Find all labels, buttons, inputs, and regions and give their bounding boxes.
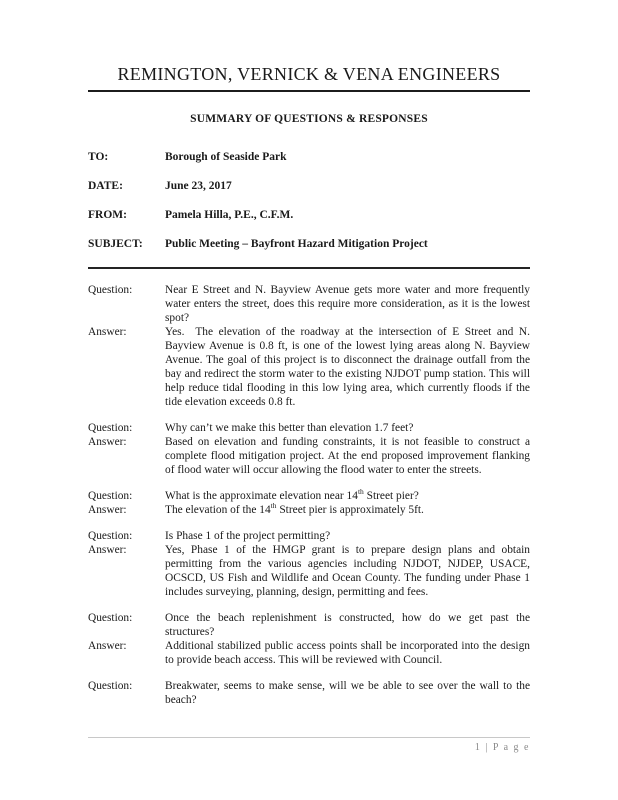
answer-row bbox=[88, 639, 530, 667]
question-row bbox=[88, 611, 530, 639]
answer-text: The elevation of the 14th Street pier is approximately 5ft. bbox=[165, 501, 424, 516]
question-row bbox=[88, 421, 530, 435]
question-text: Why can’t we make this better than elevation 1.7 feet? bbox=[165, 422, 414, 434]
memo-label-date: DATE: bbox=[88, 180, 123, 192]
answer-text: Yes. The elevation of the roadway at the intersection of E Street and N. Bayview Avenue is 0.8 ft, is one of the lowest lying areas along N. Bayview Avenue. The goal of this project is to disconnect the drainage outfall from the bay and redirect the storm water to the existing NJDOT pump station. This will help reduce tidal flooding in this low lying area, which currently floods if the tide elevation exceeds 0.8 ft. bbox=[165, 326, 530, 408]
page-number: 1 | P a g e bbox=[474, 742, 530, 753]
question-label: Question: bbox=[88, 680, 133, 692]
qa-group-2 bbox=[88, 421, 530, 477]
qa-group-1 bbox=[88, 283, 530, 409]
memo-value-from: Pamela Hilla, P.E., C.F.M. bbox=[165, 209, 294, 221]
question-label: Question: bbox=[88, 612, 133, 624]
question-label: Question: bbox=[88, 530, 133, 542]
answer-row bbox=[88, 435, 530, 477]
memo-row-from bbox=[88, 209, 530, 222]
qa-group-6 bbox=[88, 679, 530, 707]
qa-section bbox=[88, 283, 530, 707]
question-text: What is the approximate elevation near 14th Street pier? bbox=[165, 487, 419, 502]
memo-label-subject: SUBJECT: bbox=[88, 238, 143, 250]
company-header bbox=[88, 64, 530, 92]
question-label: Question: bbox=[88, 284, 133, 296]
memo-block bbox=[88, 151, 530, 251]
memo-label-from: FROM: bbox=[88, 209, 127, 221]
answer-text: Based on elevation and funding constraints, it is not feasible to construct a complete flood mitigation project. At the end proposed improvement flanking of flood water will occur allowing the flood water to enter the streets. bbox=[165, 436, 530, 476]
ordinal-superscript: th bbox=[270, 501, 277, 511]
memo-row-to bbox=[88, 151, 530, 164]
question-label: Question: bbox=[88, 422, 133, 434]
memo-row-date bbox=[88, 180, 530, 193]
document-title: SUMMARY OF QUESTIONS & RESPONSES bbox=[190, 113, 428, 125]
memo-row-subject bbox=[88, 238, 530, 251]
document-content bbox=[88, 0, 530, 719]
page-footer bbox=[88, 742, 530, 753]
qa-group-5 bbox=[88, 611, 530, 667]
question-text: Near E Street and N. Bayview Avenue gets more water and more frequently water enters the street, does this require more consideration, as it is the lowest spot? bbox=[165, 284, 530, 324]
answer-label: Answer: bbox=[88, 640, 127, 652]
memo-value-date: June 23, 2017 bbox=[165, 180, 232, 192]
question-row bbox=[88, 489, 530, 503]
answer-label: Answer: bbox=[88, 326, 127, 338]
footer-rule bbox=[88, 737, 530, 738]
company-name: REMINGTON, VERNICK & VENA ENGINEERS bbox=[117, 64, 501, 84]
answer-label: Answer: bbox=[88, 504, 127, 516]
answer-text: Yes, Phase 1 of the HMGP grant is to prepare design plans and obtain permitting from the various agencies including NJDOT, NJDEP, USACE, OCSCD, US Fish and Wildlife and Ocean County. The funding under Phase 1 includes surveying, planning, design, permitting and fees. bbox=[165, 544, 530, 598]
memo-value-to: Borough of Seaside Park bbox=[165, 151, 287, 163]
qa-group-4 bbox=[88, 529, 530, 599]
answer-row bbox=[88, 325, 530, 409]
question-text: Once the beach replenishment is constructed, how do we get past the structures? bbox=[165, 612, 530, 638]
answer-row bbox=[88, 503, 530, 517]
question-text: Is Phase 1 of the project permitting? bbox=[165, 530, 331, 542]
memo-value-subject: Public Meeting – Bayfront Hazard Mitigation Project bbox=[165, 238, 428, 250]
question-label: Question: bbox=[88, 490, 133, 502]
answer-label: Answer: bbox=[88, 436, 127, 448]
section-divider bbox=[88, 267, 530, 269]
qa-group-3 bbox=[88, 489, 530, 517]
answer-text: Additional stabilized public access points shall be incorporated into the design to provide beach access. This will be reviewed with Council. bbox=[165, 640, 530, 666]
memo-label-to: TO: bbox=[88, 151, 109, 163]
question-row bbox=[88, 679, 530, 707]
question-text: Breakwater, seems to make sense, will we be able to see over the wall to the beach? bbox=[165, 680, 530, 706]
answer-label: Answer: bbox=[88, 544, 127, 556]
ordinal-superscript: th bbox=[357, 487, 364, 497]
question-row bbox=[88, 283, 530, 325]
question-row bbox=[88, 529, 530, 543]
answer-row bbox=[88, 543, 530, 599]
